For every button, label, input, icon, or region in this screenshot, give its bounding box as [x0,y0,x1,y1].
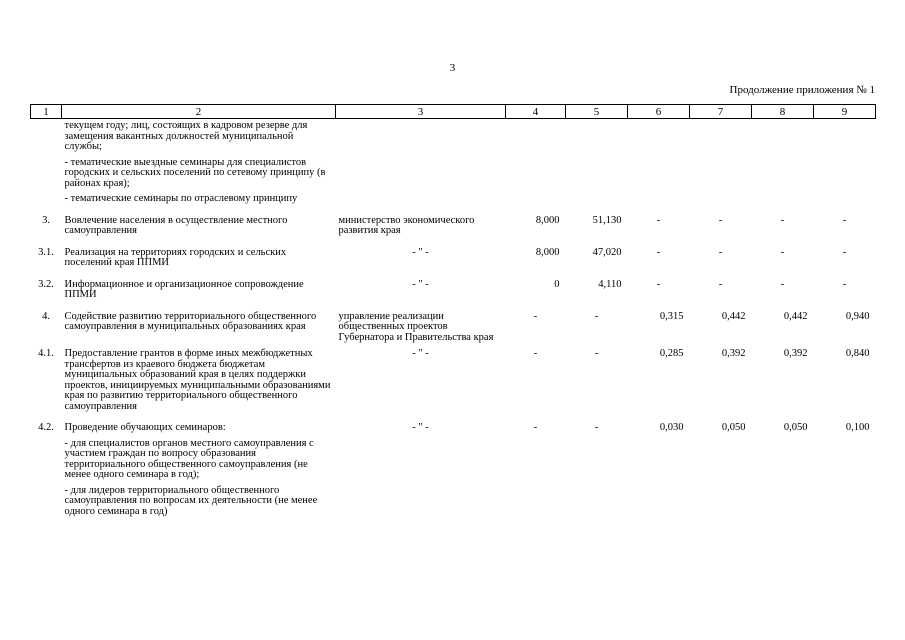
column-header: 8 [752,105,814,119]
value-cell-5: - [594,310,599,322]
value-cell-8 [752,119,814,210]
value-cell-5: 51,130 [592,214,622,226]
value-cell-8: - [780,214,785,226]
value-cell-7 [690,119,752,210]
value-cell-7: 0,392 [721,348,746,359]
description-line: - для лидеров территориального общественного самоуправления по вопросам их деятельности (не менее одного семинара в год) [64,484,318,517]
row-index [31,119,62,210]
value-cell-5: 4,110 [598,278,622,290]
value-cell-6: 0,285 [659,348,684,359]
responsible-executor: - " - [412,422,429,433]
table-row [31,274,876,306]
value-cell-9: 0,100 [845,422,870,433]
row-index: 3.1. [38,246,54,258]
column-header: 4 [506,105,566,119]
description-line: Реализация на территориях городских и сельских поселений края ППМИ [64,246,287,268]
responsible-executor: - " - [412,278,429,290]
value-cell-4: - [533,422,538,433]
value-cell-6: - [656,214,661,226]
value-cell-9: - [842,214,847,226]
value-cell-7: - [718,214,723,226]
table-body [31,119,876,523]
header-row [31,105,876,119]
value-cell-8: - [780,246,785,258]
value-cell-4 [506,119,566,210]
value-cell-9: - [842,278,847,290]
appendix-table [30,104,876,522]
table-row [31,119,876,210]
row-description [62,119,336,210]
value-cell-7: 0,050 [721,422,746,433]
value-cell-9: - [842,246,847,258]
value-cell-7: 0,442 [721,310,746,322]
value-cell-6: - [656,278,661,290]
row-index: 4.2. [38,422,54,433]
description-line: Проведение обучающих семинаров: [64,422,226,433]
value-cell-7: - [718,278,723,290]
row-description [62,274,336,306]
value-cell-8: - [780,278,785,290]
description-line: текущем году; лиц, состоящих в кадровом резерве для замещения вакантных должностей муниципальной службы; [64,120,308,152]
value-cell-8: 0,442 [783,310,808,322]
responsible-executor: - " - [412,246,429,258]
row-description [62,343,336,417]
value-cell-5: - [594,348,599,359]
row-index: 4. [42,310,50,322]
value-cell-6: 0,315 [659,310,684,322]
row-description [62,417,336,522]
row-description [62,306,336,344]
column-header: 5 [566,105,628,119]
description-line: Информационное и организационное сопровождение ППМИ [64,278,304,300]
value-cell-8: 0,392 [783,348,808,359]
value-cell-9 [814,119,876,210]
value-cell-6 [628,119,690,210]
value-cell-9: 0,940 [845,310,870,322]
value-cell-5: - [594,422,599,433]
table-row [31,417,876,522]
table-row [31,343,876,417]
column-header: 2 [62,105,336,119]
table-row [31,306,876,344]
column-header: 1 [31,105,62,119]
continuation-label: Продолжение приложения № 1 [729,84,875,96]
responsible-executor: министерство экономического развития края [338,214,475,236]
value-cell-4: 0 [554,278,560,290]
row-index: 3.2. [38,278,54,290]
column-header: 6 [628,105,690,119]
description-line: Предоставление грантов в форме иных межбюджетных трансфертов из краевого бюджета бюджетам муниципальных образований края в целях поддержки проектов, инициируемых муниципальными образованиями края по развитию территориального общественного самоуправления [64,348,331,412]
row-index: 3. [42,214,50,226]
value-cell-8: 0,050 [783,422,808,433]
description-line: - тематические выездные семинары для специалистов городских и сельских поселений по сетевому принципу (в районах края); [64,156,326,189]
value-cell-4: - [533,310,538,322]
column-header: 7 [690,105,752,119]
row-description [62,242,336,274]
value-cell-7: - [718,246,723,258]
value-cell-4: - [533,348,538,359]
value-cell-5 [566,119,628,210]
table-row [31,242,876,274]
page-number: 3 [449,62,456,74]
row-description [62,210,336,242]
value-cell-6: - [656,246,661,258]
value-cell-6: 0,030 [659,422,684,433]
responsible-executor [336,119,506,210]
responsible-executor: управление реализации общественных проектов Губернатора и Правительства края [338,310,494,343]
table-row [31,210,876,242]
description-line: Вовлечение населения в осуществление местного самоуправления [64,214,288,236]
value-cell-5: 47,020 [592,246,622,258]
column-header: 3 [336,105,506,119]
description-line: - тематические семинары по отраслевому принципу [64,193,298,204]
description-line: - для специалистов органов местного самоуправления с участием граждан по вопросу образования территориального общественного самоуправления (не менее одного семинара в год); [64,437,314,480]
value-cell-9: 0,840 [845,348,870,359]
row-index: 4.1. [38,348,54,359]
column-header: 9 [814,105,876,119]
value-cell-4: 8,000 [535,246,560,258]
description-line: Содействие развитию территориального общественного самоуправления в муниципальных образованиях края [64,310,317,332]
value-cell-4: 8,000 [535,214,560,226]
responsible-executor: - " - [412,348,429,359]
